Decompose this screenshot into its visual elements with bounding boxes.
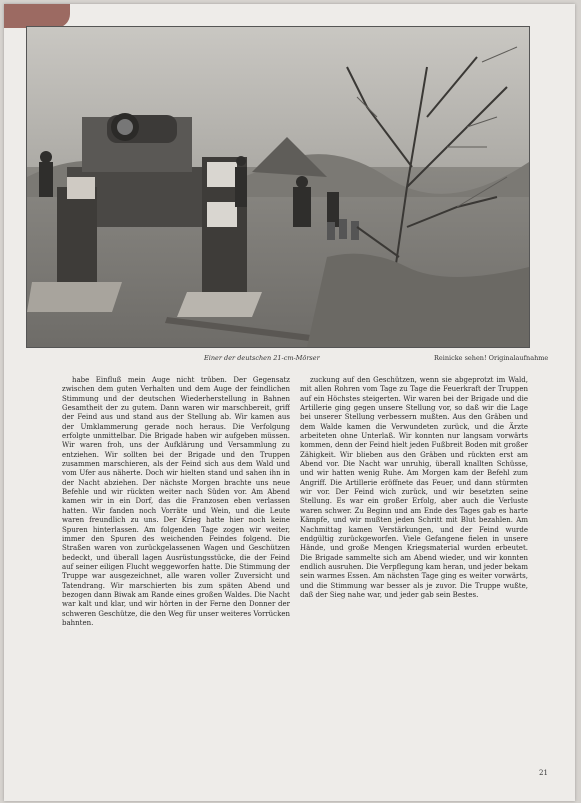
text-column-right xyxy=(300,376,528,768)
photo-caption: Einer der deutschen 21-cm-Mörser xyxy=(204,354,320,362)
column-right-text: zuckung auf den Geschützen, wenn sie abgeprotzt im Wald, mit allen Rohren vom Tage zu Tage die Feuerkraft der Truppen auf ein Höchstes steigerten. Wir waren bei der Brigade und die Artillerie ging gegen unsere Stellung vor, so daß wir die Lage bei unserer Stellung verbessern mußten. Aus den Gräben und dem Walde kamen die Verwundeten zurück, und die Ärzte arbeiteten ohne Unterlaß. Wir konnten nur langsam vorwärts kommen, denn der Feind hielt jeden Fußbreit Boden mit großer Zähigkeit. Wir blieben aus den Gräben und rückten erst am Abend vor. Die Nacht war unruhig, überall knallten Schüsse, und wir hatten wenig Ruhe. Am Morgen kam der Befehl zum Angriff. Die Artillerie eröffnete das Feuer, und dann stürmten wir vor. Der Feind wich zurück, und wir besetzten seine Stellung. Es war ein großer Erfolg, aber auch die Verluste waren schwer. Zu Beginn und am Ende des Tages gab es harte Kämpfe, und wir mußten jeden Schritt mit Blut bezahlen. Am Nachmittag kamen Verstärkungen, und der Feind wurde endgültig zurückgeworfen. Viele Gefangene fielen in unsere Hände, und große Mengen Kriegsmaterial wurden erbeutet. Die Brigade sammelte sich am Abend wieder, und wir konnten endlich ausruhen. Die Verpflegung kam heran, und jeder bekam sein warmes Essen. Am nächsten Tage ging es weiter vorwärts, und die Stimmung war besser als je zuvor. Die Truppe wußte, daß der Sieg nahe war, und jeder gab sein Bestes. xyxy=(300,376,528,599)
artillery-photo xyxy=(26,26,530,348)
photo-credit: Reinicke sehen! Originalaufnahme xyxy=(434,354,549,362)
page-corner-tab xyxy=(4,4,70,28)
photo-illustration xyxy=(27,27,529,347)
column-left-text: habe Einfluß mein Auge nicht trüben. Der Gegensatz zwischen dem guten Verhalten und dem Auge der feindlichen Stimmung und der deutschen Wiederherstellung in Bahnen Gesamtheit der zu gutem. Dann waren wir marschbereit, griff der Feind aus und stand aus der Stellung ab. Wir kamen aus der Umklammerung gerade noch heraus. Die Verfolgung erfolgte unmittelbar. Die Brigade haben wir aufgeben müssen. Wir waren froh, uns der Aufklärung und Versammlung zu entziehen. Wir sollten bei der Brigade und den Truppen zusammen marschieren, als der Feind sich aus dem Wald und vom Ufer aus näherte. Doch wir hielten stand und sahen ihn in der Nacht abziehen. Der nächste Morgen brachte uns neue Befehle und wir rückten weiter nach Süden vor. Am Abend kamen wir in ein Dorf, das die Franzosen eben verlassen hatten. Wir fanden noch Vorräte und Wein, und die Leute waren freundlich zu uns. Der Krieg hatte hier noch keine Spuren hinterlassen. Am folgenden Tage zogen wir weiter, immer den Spuren des weichenden Feindes folgend. Die Straßen waren von zurückgelassenen Wagen und Geschützen bedeckt, und überall lagen Ausrüstungsstücke, die der Feind auf seiner eiligen Flucht weggeworfen hatte. Die Stimmung der Truppe war ausgezeichnet, alle waren voller Zuversicht und Tatendrang. Wir marschierten bis zum späten Abend und bezogen dann Biwak am Rande eines großen Waldes. Die Nacht war kalt und klar, und wir hörten in der Ferne den Donner der schweren Geschütze, die den Weg für unser weiteres Vorrücken bahnten. xyxy=(62,376,290,627)
magazine-page xyxy=(4,4,575,801)
page-number: 21 xyxy=(539,769,548,777)
text-column-left xyxy=(62,376,290,768)
